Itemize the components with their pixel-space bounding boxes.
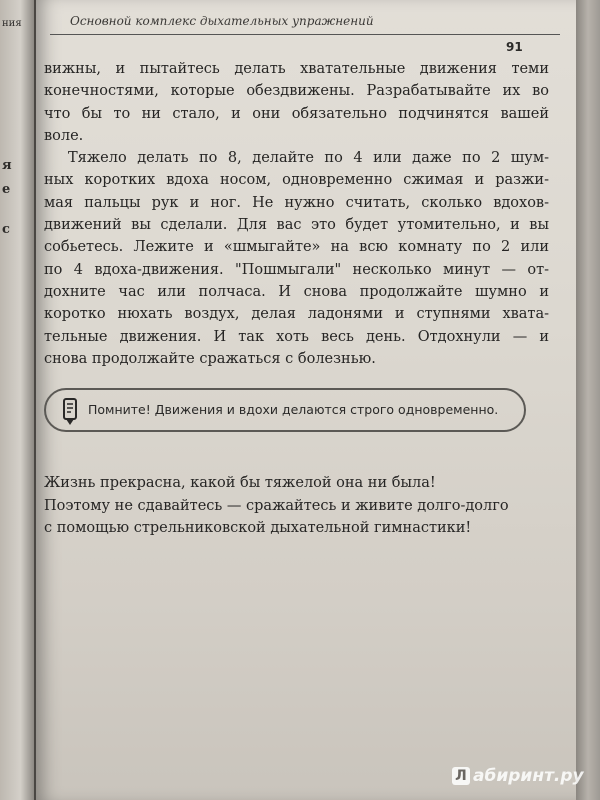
text-line: вижны, и пытайтесь делать хватательные движения теми — [44, 61, 549, 77]
text-line: снова продолжайте сражаться с болезнью. — [44, 350, 376, 367]
left-page-fragment: е — [2, 182, 11, 197]
watermark-text: абиринт.ру — [473, 766, 584, 786]
closing-line: Жизнь прекрасна, какой бы тяжелой она ни была! — [44, 475, 436, 491]
text-line: собьетесь. Лежите и «шмыгайте» на всю комнату по 2 или — [44, 239, 549, 256]
left-page-edge — [0, 0, 34, 800]
closing-line: с помощью стрельниковской дыхательной гимнастики! — [44, 520, 472, 536]
reminder-note-box — [44, 388, 526, 432]
pencil-note-icon — [60, 396, 80, 426]
page-number: 91 — [506, 40, 523, 54]
closing-paragraph — [44, 472, 549, 540]
text-line: Тяжело делать по 8, делайте по 4 или даже по 2 шум- — [68, 150, 549, 167]
text-line: коротко нюхать воздух, делая ладонями и ступнями хвата- — [44, 306, 549, 323]
running-head: Основной комплекс дыхательных упражнений — [70, 14, 374, 28]
text-line: тельные движения. И так хоть весь день. Отдохнули — и — [44, 328, 549, 345]
reminder-text: Помните! Движения и вдохи делаются строго одновременно. — [88, 402, 499, 417]
body-text — [44, 58, 549, 370]
text-line: мая пальцы рук и ног. Не нужно считать, сколько вдохов- — [44, 194, 549, 211]
left-page-fragment: я — [2, 158, 12, 173]
book-page — [36, 0, 576, 800]
text-line: ных коротких вдоха носом, одновременно сжимая и разжи- — [44, 172, 549, 189]
text-line: движений вы сделали. Для вас это будет утомительно, и вы — [44, 217, 549, 234]
text-line: дохните час или полчаса. И снова продолжайте шумно и — [44, 283, 549, 300]
header-rule — [50, 34, 560, 35]
watermark-badge: Л — [452, 767, 470, 785]
left-page-fragment: ния — [2, 18, 22, 29]
page-stack-edge — [576, 0, 600, 800]
text-line: конечностями, которые обездвижены. Разрабатывайте их во — [44, 83, 549, 100]
text-line: по 4 вдоха-движения. "Пошмыгали" несколько минут — от- — [44, 261, 549, 278]
watermark-logo — [452, 766, 584, 786]
text-line: что бы то ни стало, и они обязательно подчинятся вашей — [44, 105, 549, 122]
text-line: воле. — [44, 127, 84, 144]
closing-line: Поэтому не сдавайтесь — сражайтесь и живите долго-долго — [44, 497, 509, 514]
left-page-fragment: с — [2, 222, 10, 237]
